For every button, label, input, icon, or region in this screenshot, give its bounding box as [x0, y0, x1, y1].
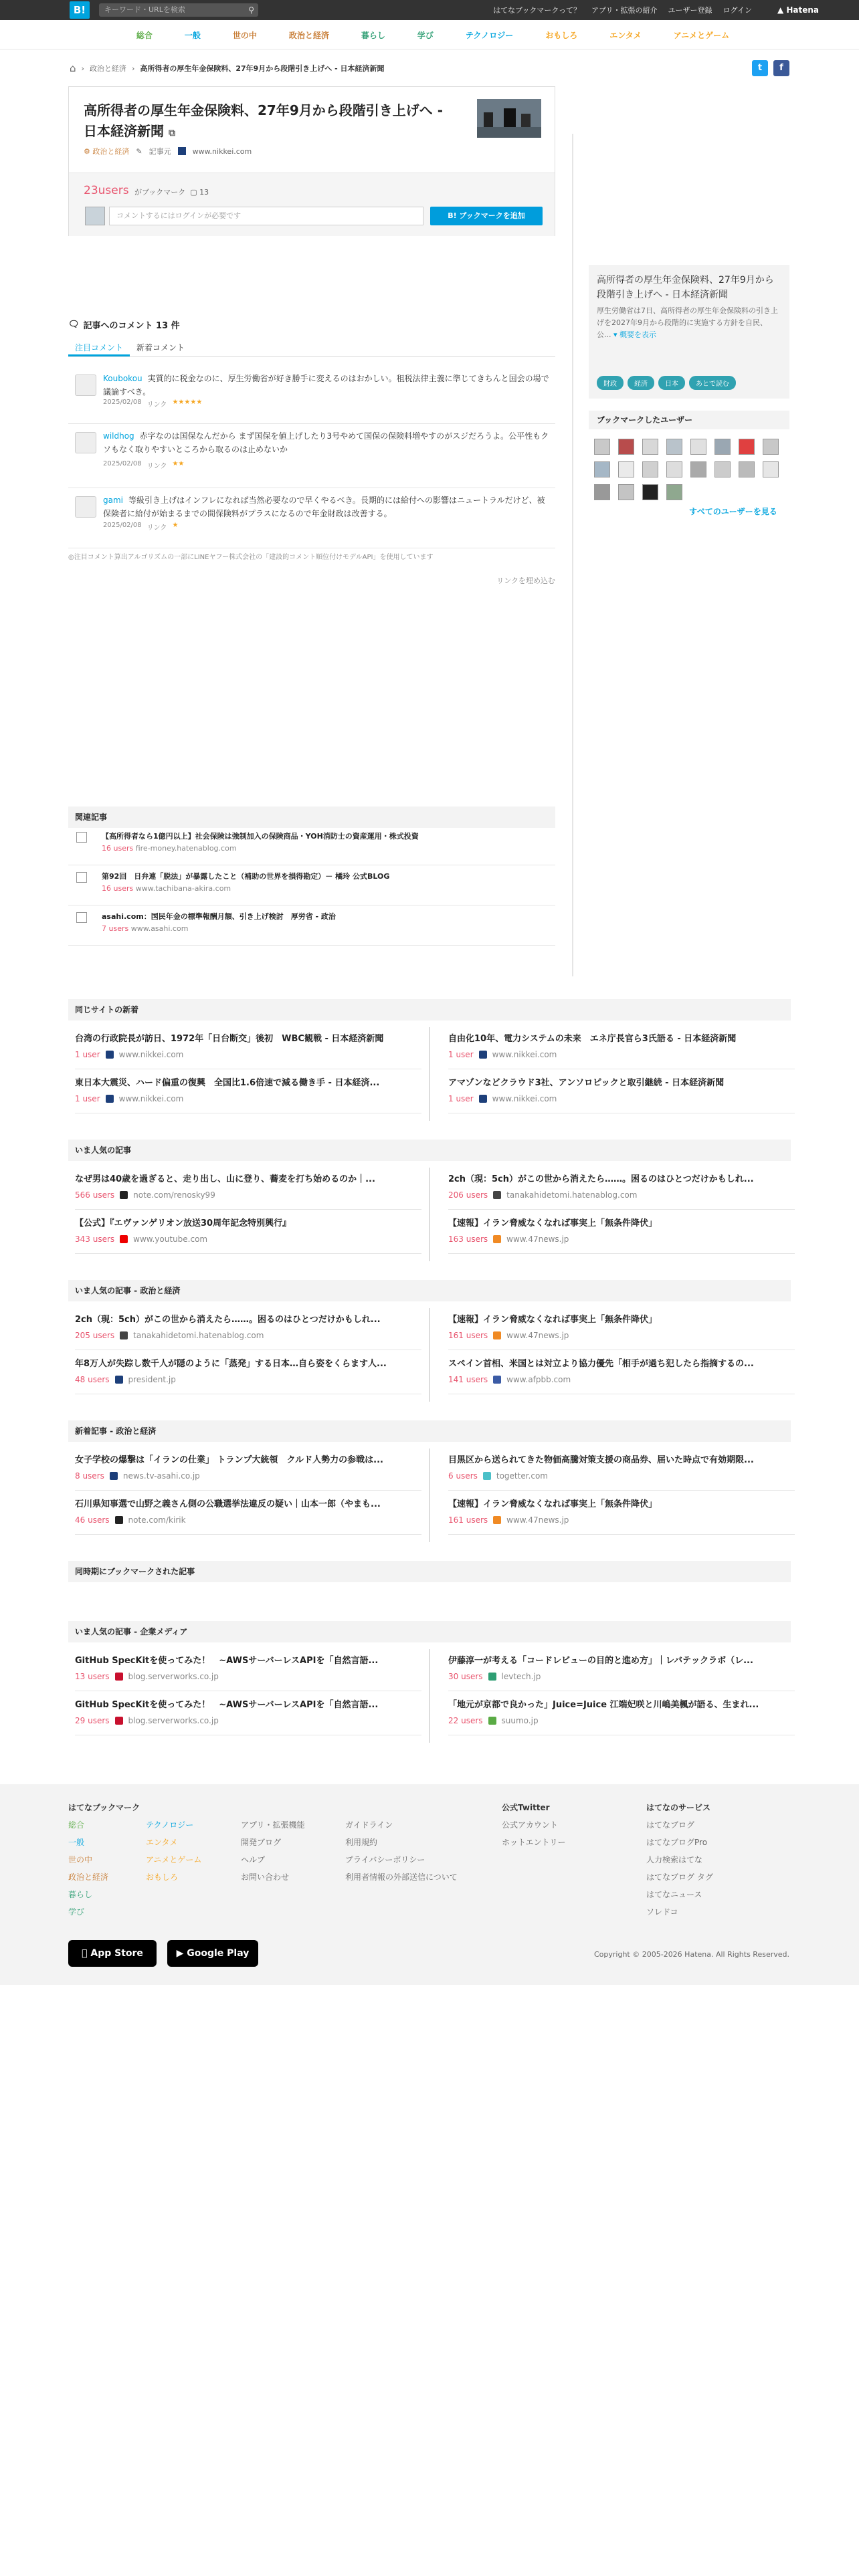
related-meta	[102, 844, 237, 853]
row-separator	[448, 1534, 795, 1535]
related-item[interactable]	[68, 869, 555, 905]
site-favicon	[479, 1095, 487, 1103]
article-item[interactable]	[448, 1653, 795, 1681]
login-link[interactable]: ログイン	[723, 6, 752, 15]
users-count[interactable]: 1 user	[75, 1094, 100, 1103]
article-title[interactable]: なぜ男は40歳を過ぎると、走り出し、山に登り、蕎麦を打ち始めるのか｜...	[75, 1174, 375, 1184]
comment-meta	[103, 522, 178, 532]
domain[interactable]: www.47news.jp	[506, 1331, 569, 1340]
footer-link[interactable]: プライバシーポリシー	[345, 1855, 425, 1864]
site-favicon	[120, 1235, 128, 1243]
footer-brand: はてなブックマーク	[68, 1803, 140, 1812]
related-meta	[102, 884, 231, 893]
user-avatar[interactable]	[642, 461, 658, 477]
comment-link[interactable]: リンク	[147, 524, 167, 532]
article-meta	[75, 1094, 421, 1103]
domain[interactable]: www.afpbb.com	[506, 1375, 571, 1384]
row-separator	[75, 1209, 421, 1210]
page-icon	[76, 872, 87, 883]
domain[interactable]: blog.serverworks.co.jp	[128, 1716, 219, 1725]
domain[interactable]: fire-money.hatenablog.com	[135, 844, 237, 853]
user-avatar[interactable]	[666, 484, 682, 500]
signup-link[interactable]: ユーザー登録	[668, 6, 712, 15]
article-meta	[448, 1515, 795, 1525]
user-avatar[interactable]	[594, 439, 610, 455]
footer-link[interactable]: 暮らし	[68, 1890, 93, 1899]
users-count[interactable]: 46 users	[75, 1515, 110, 1525]
footer-link[interactable]: お問い合わせ	[241, 1872, 290, 1882]
article-item[interactable]	[75, 1697, 421, 1725]
users-count[interactable]: 22 users	[448, 1716, 483, 1725]
footer-link[interactable]: 学び	[68, 1907, 85, 1917]
user-avatar[interactable]	[690, 461, 706, 477]
users-count[interactable]: 206 users	[448, 1190, 488, 1200]
article-item[interactable]	[75, 1497, 421, 1525]
article-meta	[75, 1190, 421, 1200]
comment-item	[68, 372, 555, 424]
domain[interactable]: note.com/renosky99	[133, 1190, 215, 1200]
article-title[interactable]: GitHub SpecKitを使ってみた！ ~AWSサーバーレスAPIを「自然言語...	[75, 1656, 379, 1666]
avatar	[85, 207, 105, 225]
row-separator	[448, 1209, 795, 1210]
tag[interactable]: 日本	[658, 376, 685, 390]
article-title[interactable]: 【速報】イラン脅威なくなれば事実上「無条件降伏」	[448, 1499, 658, 1509]
domain[interactable]: president.jp	[128, 1375, 176, 1384]
category-nav-item[interactable]: テクノロジー	[465, 30, 514, 40]
comment-meta	[103, 460, 184, 470]
page-icon	[76, 832, 87, 843]
category-nav-item[interactable]: 世の中	[232, 30, 257, 40]
category-nav-item[interactable]: 学び	[417, 30, 434, 40]
speech-bubble-icon: 🗨	[68, 320, 80, 330]
footer-link[interactable]: 一般	[68, 1838, 85, 1847]
article-meta	[75, 1235, 421, 1244]
copyright: Copyright © 2005-2026 Hatena. All Rights Reserved.	[593, 1950, 789, 1959]
article-item[interactable]	[75, 1172, 421, 1200]
tag[interactable]: あとで読む	[689, 376, 736, 390]
comment-username[interactable]: Koubokou	[103, 374, 142, 383]
users-count[interactable]: 161 users	[448, 1515, 488, 1525]
row-separator	[448, 1253, 795, 1254]
breadcrumb-category[interactable]: 政治と経済	[89, 64, 126, 73]
summary-title: 高所得者の厚生年金保険料、27年9月から段階引き上げへ - 日本経済新聞	[597, 275, 774, 300]
article-title[interactable]: アマゾンなどクラウド3社、アンソロピックと取引継続 - 日本経済新聞	[448, 1078, 725, 1088]
domain[interactable]: note.com/kirik	[128, 1515, 186, 1525]
users-count[interactable]: 8 users	[75, 1471, 104, 1481]
breadcrumb: ⌂ › 政治と経済 › 高所得者の厚生年金保険料、27年9月から段階引き上げへ - 日本経済新聞	[70, 62, 385, 74]
users-count[interactable]: 29 users	[75, 1716, 110, 1725]
entry-category[interactable]: ⚙ 政治と経済	[84, 147, 130, 156]
category-nav-item[interactable]: 一般	[184, 30, 201, 40]
domain[interactable]: levtech.jp	[501, 1672, 541, 1681]
article-item[interactable]	[448, 1075, 795, 1103]
site-favicon	[120, 1191, 128, 1199]
footer-link[interactable]: はてなニュース	[646, 1890, 702, 1899]
summary-text: 厚生労働省は7日、高所得者の厚生年金保険料の引き上げを2027年9月から段階的に実施する方針を自民、公... ▾ 概要を表示	[597, 306, 778, 339]
article-meta	[448, 1672, 795, 1681]
user-avatar[interactable]	[618, 439, 634, 455]
comment-body: 赤字なのは国保なんだから まず国保を値上げしたり3号やめて国保の保険料増やすのがスジだろうよ。公平性もクソもなく取りやすいところから取るのは止めないか	[103, 431, 549, 454]
hatena-bookmark-logo[interactable]: B!	[70, 1, 90, 19]
column-divider	[429, 1168, 430, 1261]
user-avatar[interactable]	[714, 461, 731, 477]
breadcrumb-current: 高所得者の厚生年金保険料、27年9月から段階引き上げへ - 日本経済新聞	[140, 64, 385, 73]
users-count[interactable]: 23users	[84, 184, 129, 197]
comment-text	[103, 429, 551, 456]
comment-date[interactable]: 2025/02/08	[103, 522, 142, 529]
entry-summary-box	[589, 265, 789, 399]
user-avatar[interactable]	[618, 484, 634, 500]
tab-featured-comments[interactable]: 注目コメント	[68, 340, 130, 356]
domain[interactable]: suumo.jp	[501, 1716, 539, 1725]
article-title[interactable]: 石川県知事選で山野之義さん側の公職選挙法違反の疑い｜山本一郎（やまも...	[75, 1499, 381, 1509]
site-favicon	[110, 1472, 118, 1480]
tab-new-comments[interactable]: 新着コメント	[136, 343, 185, 352]
user-avatar[interactable]	[763, 461, 779, 477]
comment-body: 実質的に税金なのに、厚生労働省が好き勝手に変えるのはおかしい。租税法律主義に準じてきちんと国会の場で議論すべき。	[103, 374, 549, 397]
footer-link[interactable]: ガイドライン	[345, 1820, 393, 1830]
domain[interactable]: www.nikkei.com	[118, 1094, 184, 1103]
user-avatar[interactable]	[739, 461, 755, 477]
users-count[interactable]: 566 users	[75, 1190, 115, 1200]
article-meta	[75, 1050, 421, 1059]
footer-link[interactable]: 利用者情報の外部送信について	[345, 1872, 458, 1882]
site-favicon	[106, 1051, 114, 1059]
article-title[interactable]: GitHub SpecKitを使ってみた！ ~AWSサーバーレスAPIを「自然言語...	[75, 1700, 379, 1710]
comment-item	[68, 429, 555, 488]
star-rating[interactable]: ★	[172, 522, 179, 529]
article-meta	[448, 1094, 795, 1103]
comment-tabs	[68, 340, 555, 357]
comment-text	[103, 372, 551, 399]
users-count[interactable]: 48 users	[75, 1375, 110, 1384]
user-avatar[interactable]	[642, 439, 658, 455]
users-count[interactable]: 7 users	[102, 924, 129, 933]
footer-link[interactable]: テクノロジー	[146, 1820, 194, 1830]
site-favicon	[115, 1516, 123, 1524]
site-favicon	[106, 1095, 114, 1103]
article-title[interactable]: 【公式】『エヴァンゲリオン放送30周年記念特別興行』	[75, 1218, 292, 1228]
user-avatar[interactable]	[714, 439, 731, 455]
category-nav	[0, 20, 859, 49]
category-nav-item[interactable]: おもしろ	[545, 30, 578, 40]
user-avatar[interactable]	[75, 432, 96, 453]
footer-link[interactable]: ホットエントリー	[502, 1838, 566, 1847]
home-icon[interactable]: ⌂	[70, 62, 76, 74]
user-avatar[interactable]	[618, 461, 634, 477]
comment-disclaimer: ◎注目コメント算出アルゴリズムの一部にLINEヤフー株式会社の「建設的コメント順位付けモデルAPI」を使用しています	[68, 554, 434, 561]
domain[interactable]: blog.serverworks.co.jp	[128, 1672, 219, 1681]
footer-link[interactable]: アニメとゲーム	[146, 1855, 202, 1864]
site-favicon	[120, 1331, 128, 1339]
users-count[interactable]: 1 user	[75, 1050, 100, 1059]
external-link-icon[interactable]: ⧉	[168, 128, 175, 138]
tag[interactable]: 経済	[628, 376, 654, 390]
related-item[interactable]	[68, 829, 555, 865]
page-icon	[76, 912, 87, 923]
users-count[interactable]: 13 users	[75, 1672, 110, 1681]
article-meta	[448, 1375, 795, 1384]
article-item[interactable]	[448, 1697, 795, 1725]
category-nav-item[interactable]: 総合	[136, 30, 153, 40]
article-title[interactable]: 2ch（現：5ch）がこの世から消えたら……。困るのはひとつだけかもしれ...	[75, 1315, 381, 1325]
related-title[interactable]: 第92回 日弁連「脱法」が暴露したこと（補助の世界を損得勘定）－ 橘玲 公式BLOG	[102, 872, 390, 881]
user-avatar[interactable]	[75, 374, 96, 396]
embed-link[interactable]: リンクを埋め込む	[496, 576, 555, 585]
column-divider	[429, 1649, 430, 1743]
footer-link[interactable]: エンタメ	[146, 1838, 178, 1847]
user-avatar[interactable]	[739, 439, 755, 455]
bookmark-users-heading: ブックマークしたユーザー	[589, 411, 789, 429]
site-favicon	[488, 1717, 496, 1725]
section-heading: 新着記事 - 政治と経済	[68, 1420, 791, 1442]
domain[interactable]: www.47news.jp	[506, 1515, 569, 1525]
domain[interactable]: www.tachibana-akira.com	[135, 884, 231, 893]
comment-date[interactable]: 2025/02/08	[103, 460, 142, 467]
article-title[interactable]: スペイン首相、米国とは対立より協力優先「相手が過ち犯したら指摘するの...	[448, 1359, 754, 1369]
user-avatar[interactable]	[763, 439, 779, 455]
category-nav-item[interactable]: アニメとゲーム	[673, 30, 730, 40]
users-count[interactable]: 16 users	[102, 844, 134, 853]
column-divider	[572, 134, 573, 976]
article-title[interactable]: 【速報】イラン脅威なくなれば事実上「無条件降伏」	[448, 1218, 658, 1228]
related-item[interactable]	[68, 909, 555, 946]
users-count[interactable]: 1 user	[448, 1050, 474, 1059]
article-meta	[75, 1716, 421, 1725]
footer-link[interactable]: 公式アカウント	[502, 1820, 558, 1830]
site-favicon	[479, 1051, 487, 1059]
row-separator	[448, 1490, 795, 1491]
article-meta	[448, 1190, 795, 1200]
site-favicon	[483, 1472, 491, 1480]
users-count[interactable]: 16 users	[102, 884, 134, 893]
article-item[interactable]	[448, 1356, 795, 1384]
related-title[interactable]: asahi.com：国民年金の標準報酬月額、引き上げ検討 厚労省 - 政治	[102, 912, 336, 921]
article-item[interactable]	[75, 1312, 421, 1340]
users-count[interactable]: 205 users	[75, 1331, 115, 1340]
users-count[interactable]: 161 users	[448, 1331, 488, 1340]
show-summary-link[interactable]: ▾ 概要を表示	[613, 330, 657, 339]
users-count[interactable]: 1 user	[448, 1094, 474, 1103]
tag[interactable]: 財政	[597, 376, 624, 390]
site-favicon	[115, 1376, 123, 1384]
facebook-share-icon[interactable]: f	[773, 60, 789, 76]
footer-link[interactable]: 利用規約	[345, 1838, 378, 1847]
category-nav-item[interactable]: 暮らし	[361, 30, 385, 40]
section-heading: いま人気の記事 - 政治と経済	[68, 1280, 791, 1301]
site-favicon	[115, 1717, 123, 1725]
user-avatar[interactable]	[594, 461, 610, 477]
top-links	[493, 0, 752, 20]
entry-card	[68, 86, 555, 236]
article-item[interactable]	[75, 1031, 421, 1059]
comment-item	[68, 494, 555, 548]
footer-link[interactable]: アプリ・拡張機能	[241, 1820, 305, 1830]
comment-username[interactable]: wildhog	[103, 431, 134, 441]
footer-link[interactable]: 政治と経済	[68, 1872, 109, 1882]
comment-link[interactable]: リンク	[147, 463, 167, 470]
comment-body: 等級引き上げはインフレになれば当然必要なので早くやるべき。長期的には給付への影響はニュートラルだけど、被保険者に給付が始まるまでの間保険料がプラスになるので年金財政は改善する。	[103, 496, 545, 518]
see-all-users-link[interactable]: すべてのユーザーを見る	[689, 507, 777, 516]
article-meta	[448, 1716, 795, 1725]
comments-heading: 🗨 記事へのコメント 13 件	[68, 320, 180, 331]
category-nav-item[interactable]: エンタメ	[609, 30, 642, 40]
add-bookmark-button[interactable]: B! ブックマークを追加	[430, 207, 543, 225]
users-count[interactable]: 343 users	[75, 1235, 115, 1244]
row-separator	[75, 1490, 421, 1491]
users-count[interactable]: 6 users	[448, 1471, 478, 1481]
footer-link[interactable]: 総合	[68, 1820, 85, 1830]
users-count[interactable]: 30 users	[448, 1672, 483, 1681]
article-title[interactable]: 年8万人が失踪し数千人が隠のように「蒸発」する日本…自ら姿をくらます人...	[75, 1359, 387, 1369]
bookmark-panel: 23users がブックマーク ▢ 13 コメントするにはログインが必要です B! ブックマークを追加	[69, 173, 555, 236]
footer-link[interactable]: はてなブログPro	[646, 1838, 708, 1847]
article-item[interactable]	[448, 1497, 795, 1525]
footer-link[interactable]: 開発ブログ	[241, 1838, 282, 1847]
related-heading: 関連記事	[68, 807, 555, 828]
category-nav-item[interactable]: 政治と経済	[288, 30, 329, 40]
article-meta	[448, 1471, 795, 1481]
article-meta	[448, 1235, 795, 1244]
users-count[interactable]: 163 users	[448, 1235, 488, 1244]
section-heading: いま人気の記事	[68, 1140, 791, 1161]
top-bar	[0, 0, 859, 20]
entry-meta: ⚙ 政治と経済 ✎ 記事元 www.nikkei.com	[84, 146, 252, 156]
article-title[interactable]: 目黒区から送られてきた物価高騰対策支援の商品券、届いた時点で有効期限...	[448, 1455, 754, 1465]
article-item[interactable]	[448, 1172, 795, 1200]
domain[interactable]: www.47news.jp	[506, 1235, 569, 1244]
user-avatar[interactable]	[642, 484, 658, 500]
article-meta	[75, 1515, 421, 1525]
share-buttons	[752, 60, 789, 76]
site-favicon	[493, 1191, 501, 1199]
section-heading: 同時期にブックマークされた記事	[68, 1561, 791, 1582]
article-item[interactable]	[75, 1356, 421, 1384]
user-avatar[interactable]	[666, 439, 682, 455]
footer-link[interactable]: おもしろ	[146, 1872, 179, 1882]
article-item[interactable]	[448, 1031, 795, 1059]
section-heading: 同じサイトの新着	[68, 999, 791, 1021]
site-favicon	[493, 1235, 501, 1243]
article-meta	[75, 1471, 421, 1481]
article-item[interactable]	[75, 1453, 421, 1481]
article-title[interactable]: 2ch（現：5ch）がこの世から消えたら……。困るのはひとつだけかもしれ...	[448, 1174, 754, 1184]
comment-link[interactable]: リンク	[147, 401, 167, 409]
section-heading: いま人気の記事 - 企業メディア	[68, 1621, 791, 1642]
column-divider	[429, 1027, 430, 1121]
footer-link[interactable]: 世の中	[68, 1855, 93, 1864]
article-meta	[448, 1331, 795, 1340]
search-input[interactable]: キーワード・URLを検索 ⚲	[99, 3, 258, 17]
article-title[interactable]: 自由化10年、電力システムの未来 エネ庁長官ら3氏語る - 日本経済新聞	[448, 1034, 737, 1044]
entry-title[interactable]: 高所得者の厚生年金保険料、27年9月から段階引き上げへ - 日本経済新聞 ⧉	[84, 102, 444, 139]
article-title[interactable]: 伊藤淳一が考える「コードレビューの目的と進め方」｜レバテックラボ（レ...	[448, 1656, 753, 1666]
user-avatar[interactable]	[666, 461, 682, 477]
article-meta	[75, 1672, 421, 1681]
domain[interactable]: www.nikkei.com	[492, 1050, 557, 1059]
site-favicon	[115, 1673, 123, 1681]
footer-link[interactable]: はてなブログ タグ	[646, 1872, 713, 1882]
domain[interactable]: www.nikkei.com	[118, 1050, 184, 1059]
domain[interactable]: www.nikkei.com	[492, 1094, 557, 1103]
comment-date[interactable]: 2025/02/08	[103, 399, 142, 406]
domain[interactable]: www.asahi.com	[130, 924, 189, 933]
article-title[interactable]: 【速報】イラン脅威なくなれば事実上「無条件降伏」	[448, 1315, 658, 1325]
hatena-brand[interactable]: ▲ Hatena	[777, 5, 819, 15]
article-item[interactable]	[448, 1453, 795, 1481]
related-title[interactable]: 【高所得者なら1億円以上】社会保険は強制加入の保険商品・YOH消防士の資産運用・株式投資	[102, 832, 419, 841]
column-divider	[429, 1448, 430, 1542]
article-meta	[75, 1331, 421, 1340]
article-title[interactable]: 東日本大震災、ハード偏重の復興 全国比1.6倍速で減る働き手 - 日本経済...	[75, 1078, 380, 1088]
site-favicon	[493, 1516, 501, 1524]
entry-domain[interactable]: www.nikkei.com	[192, 146, 252, 156]
article-meta	[75, 1375, 421, 1384]
article-item[interactable]	[75, 1653, 421, 1681]
row-separator	[75, 1534, 421, 1535]
article-title[interactable]: 台湾の行政院長が訪日、1972年「日台断交」後初 WBC観戦 - 日本経済新聞	[75, 1034, 384, 1044]
bookmark-user-grid	[594, 439, 788, 500]
related-meta	[102, 924, 188, 933]
article-item[interactable]	[448, 1312, 795, 1340]
footer-link[interactable]: 人力検索はてな	[646, 1855, 703, 1864]
row-separator	[75, 1253, 421, 1254]
domain[interactable]: togetter.com	[496, 1471, 548, 1481]
comment-input[interactable]: コメントするにはログインが必要です	[109, 207, 423, 225]
site-favicon	[493, 1376, 501, 1384]
apps-link[interactable]: アプリ・拡張の紹介	[591, 6, 658, 15]
footer-link[interactable]: はてなブログ	[646, 1820, 695, 1830]
site-favicon	[488, 1673, 496, 1681]
site-favicon	[493, 1331, 501, 1339]
footer-link[interactable]: ヘルプ	[241, 1855, 266, 1864]
domain[interactable]: tanakahidetomi.hatenablog.com	[506, 1190, 638, 1200]
domain[interactable]: www.youtube.com	[133, 1235, 208, 1244]
google-play-badge[interactable]: ▶ Google Play	[167, 1940, 258, 1967]
comment-icon: ▢	[190, 188, 197, 197]
article-title[interactable]: 女子学校の爆撃は「イランの仕業」 トランプ大統領 クルド人勢力の参戦は...	[75, 1455, 383, 1465]
user-avatar[interactable]	[75, 496, 96, 518]
article-item[interactable]	[75, 1216, 421, 1244]
article-item[interactable]	[448, 1216, 795, 1244]
comment-username[interactable]: gami	[103, 496, 123, 505]
article-title[interactable]: 「地元が京都で良かった」Juice=Juice 江端妃咲と川嶋美楓が語る、生まれ...	[448, 1700, 759, 1710]
app-store-badge[interactable]: App Store	[68, 1940, 157, 1967]
edit-icon[interactable]: ✎	[136, 146, 142, 156]
star-rating[interactable]: ★★	[172, 460, 185, 467]
domain[interactable]: tanakahidetomi.hatenablog.com	[133, 1331, 264, 1340]
comment-count: 13	[199, 188, 209, 197]
entry-thumbnail[interactable]	[477, 99, 541, 138]
column-divider	[429, 1308, 430, 1402]
source-favicon	[178, 147, 186, 155]
twitter-share-icon[interactable]: t	[752, 60, 768, 76]
article-meta	[448, 1050, 795, 1059]
comment-text	[103, 494, 551, 520]
users-count[interactable]: 141 users	[448, 1375, 488, 1384]
footer-link[interactable]: ソレドコ	[646, 1907, 678, 1917]
about-link[interactable]: はてなブックマークって？	[493, 6, 581, 15]
comment-meta	[103, 399, 202, 409]
search-icon[interactable]: ⚲	[248, 5, 254, 15]
user-avatar[interactable]	[690, 439, 706, 455]
tag-list	[597, 376, 736, 390]
domain[interactable]: news.tv-asahi.co.jp	[122, 1471, 200, 1481]
article-item[interactable]	[75, 1075, 421, 1103]
user-avatar[interactable]	[594, 484, 610, 500]
star-rating[interactable]: ★★★★★	[172, 399, 203, 406]
